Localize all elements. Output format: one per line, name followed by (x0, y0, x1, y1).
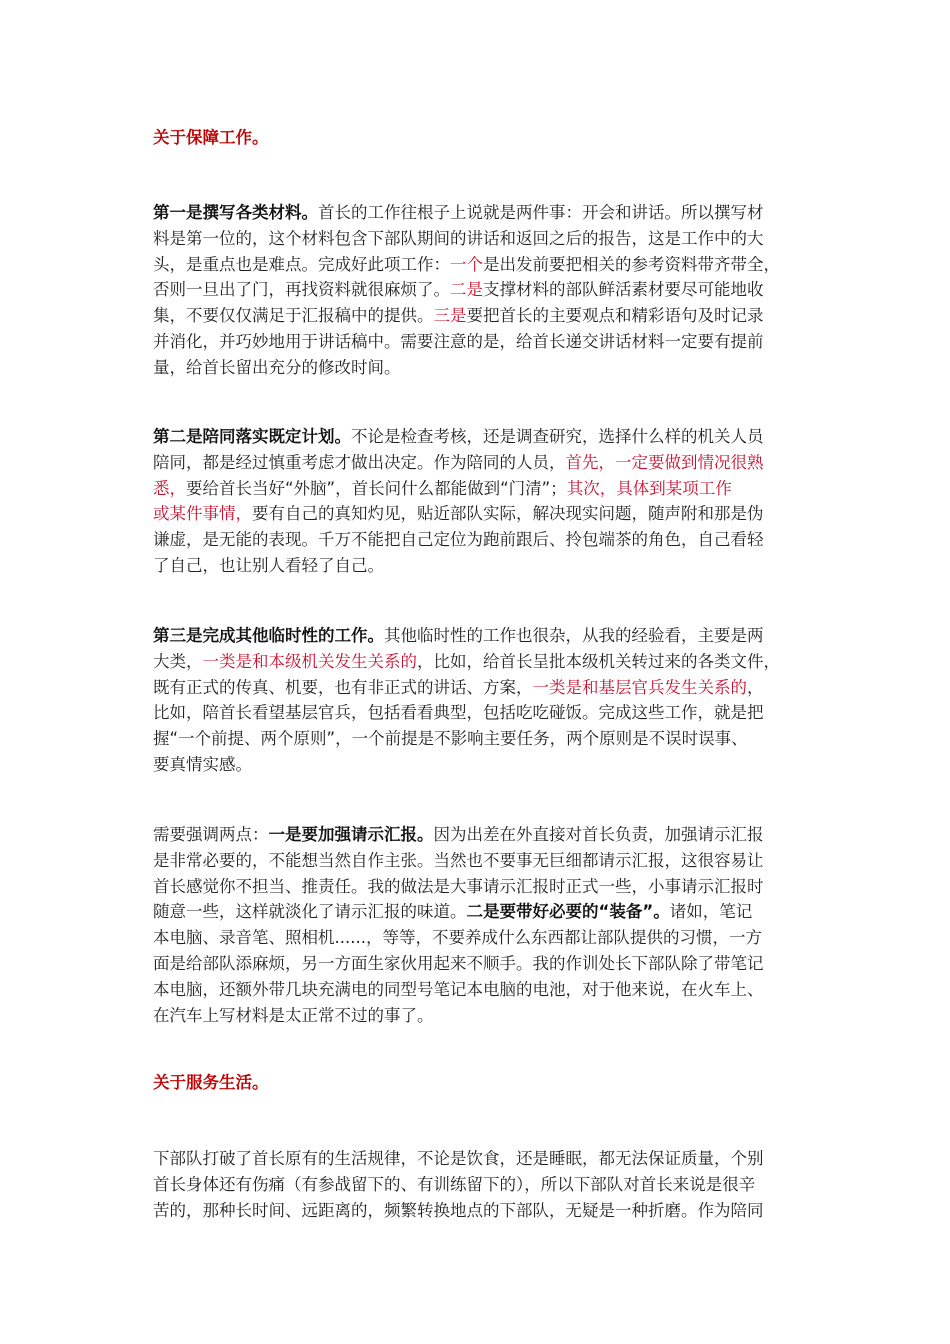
text-run: 大类， (153, 651, 203, 671)
highlight-text: 一类是和本级机关发生关系的 (202, 651, 417, 671)
text-line: 首长身体还有伤痛（有参战留下的、有训练留下的），所以下部队对首长来说是很辛 (153, 1174, 756, 1194)
text-line (153, 450, 803, 476)
text-line (153, 200, 803, 226)
text-run: 因为出差在外直接对首长负责，加强请示汇报 (433, 825, 764, 844)
text-line: 了自己，也让别人看轻了自己。 (153, 555, 384, 575)
text-line: 下部队打破了首长原有的生活规律，不论是饮食，还是睡眠，都无法保证质量，个别 (153, 1149, 764, 1168)
paragraph-lead: 第三是完成其他临时性的工作。 (153, 626, 384, 645)
text-line (153, 424, 803, 450)
text-run: 要把首长的主要观点和精彩语句及时记录 (466, 306, 764, 326)
text-run: 不论是检查考核，还是调查研究，选择什么样的机关人员 (351, 427, 764, 446)
text-run: 头，是重点也是难点。完成好此项工作： (153, 254, 450, 274)
text-line: 要真情实感。 (153, 754, 252, 774)
text-run: ，比如，给首长呈批本级机关转过来的各类文件， (417, 651, 780, 671)
text-line (153, 623, 803, 649)
bold-text: 一是要加强请示汇报。 (268, 825, 434, 844)
text-line: 本电脑、录音笔、照相机......，等等，不要养成什么东西都让部队提供的习惯，一方 (153, 928, 762, 948)
text-run: 诸如，笔记 (669, 902, 753, 922)
section-heading-service-life: 关于服务生活。 (153, 1073, 269, 1092)
text-run: 需要强调两点： (153, 825, 269, 844)
text-run: 要有自己的真知灼见，贴近部队实际，解决现实问题，随声附和那是伪 (252, 504, 764, 524)
paragraph-service-life (153, 1146, 803, 1223)
highlight-text: 首先，一定要做到情况很熟 (565, 452, 764, 472)
text-run: 其他临时性的工作也很杂，从我的经验看，主要是两 (384, 626, 764, 645)
text-line: 料是第一位的，这个材料包含下部队期间的讲话和返回之后的报告，这是工作中的大 (153, 228, 764, 248)
text-run: 随意一些，这样就淡化了请示汇报的味道。 (153, 902, 467, 922)
text-line (153, 501, 803, 527)
text-line (153, 303, 803, 329)
text-line: 在汽车上写材料是太正常不过的事了。 (153, 1005, 434, 1025)
text-line (153, 476, 803, 502)
text-line: 握“一个前提、两个原则”，一个前提是不影响主要任务，两个原则是不误时误事、 (153, 729, 748, 749)
text-line (153, 649, 803, 675)
text-run: 陪同，都是经过慎重考虑才做出决定。作为陪同的人员， (153, 452, 566, 472)
text-line: 苦的，那种长时间、远距离的，频繁转换地点的下部队，无疑是一种折磨。作为陪同 (153, 1200, 764, 1220)
highlight-text: 三是 (433, 306, 467, 326)
paragraph-writing-materials (153, 200, 803, 381)
text-line (153, 675, 803, 701)
highlight-text: 二是 (450, 280, 483, 300)
text-run: 既有正式的传真、机要，也有非正式的讲话、方案， (153, 677, 533, 697)
highlight-text: 其次，具体到某项工作 (566, 478, 732, 498)
text-line: 比如，陪首长看望基层官兵，包括看看典型，包括吃吃碰饭。完成这些工作，就是把 (153, 703, 764, 723)
text-run: 否则一旦出了门，再找资料就很麻烦了。 (153, 280, 450, 300)
text-line (153, 822, 803, 848)
paragraph-accompany-plan (153, 424, 803, 579)
highlight-text: 一类是和基层官兵发生关系的 (532, 677, 747, 697)
text-line: 并消化，并巧妙地用于讲话稿中。需要注意的是，给首长递交讲话材料一定要有提前 (153, 331, 764, 351)
text-line: 量，给首长留出充分的修改时间。 (153, 357, 401, 377)
text-line: 是非常必要的，不能想当然自作主张。当然也不要事无巨细都请示汇报，这很容易让 (153, 850, 764, 870)
highlight-text: 悉， (153, 478, 186, 498)
text-line (153, 899, 803, 925)
text-line: 首长感觉你不担当、推责任。我的做法是大事请示汇报时正式一些，小事请示汇报时 (153, 876, 764, 896)
highlight-text: 或某件事情， (153, 504, 252, 524)
text-line (153, 252, 803, 278)
text-run: 首长的工作往根子上说就是两件事：开会和讲话。所以撰写材 (318, 203, 764, 222)
text-run: 支撑材料的部队鲜活素材要尽可能地收 (483, 280, 764, 300)
paragraph-lead: 第一是撰写各类材料。 (153, 203, 318, 222)
text-run: 是出发前要把相关的参考资料带齐带全， (483, 254, 780, 274)
highlight-text: 一个 (450, 254, 483, 274)
text-line (153, 277, 803, 303)
paragraph-temporary-work (153, 623, 803, 778)
bold-text: 二是要带好必要的“装备”。 (466, 902, 670, 922)
paragraph-two-points (153, 822, 803, 1028)
text-line: 本电脑，还额外带几块充满电的同型号笔记本电脑的电池，对于他来说，在火车上、 (153, 979, 764, 999)
paragraph-lead: 第二是陪同落实既定计划。 (153, 427, 351, 446)
section-heading-support-work: 关于保障工作。 (153, 128, 269, 147)
text-run: ， (747, 677, 764, 697)
text-line: 谦虚，是无能的表现。千万不能把自己定位为跑前跟后、拎包端茶的角色，自己看轻 (153, 530, 764, 550)
text-line: 面是给部队添麻烦，另一方面生家伙用起来不顺手。我的作训处长下部队除了带笔记 (153, 953, 764, 973)
text-run: 集，不要仅仅满足于汇报稿中的提供。 (153, 306, 434, 326)
text-run: 要给首长当好“外脑”，首长问什么都能做到“门清”； (186, 478, 567, 498)
